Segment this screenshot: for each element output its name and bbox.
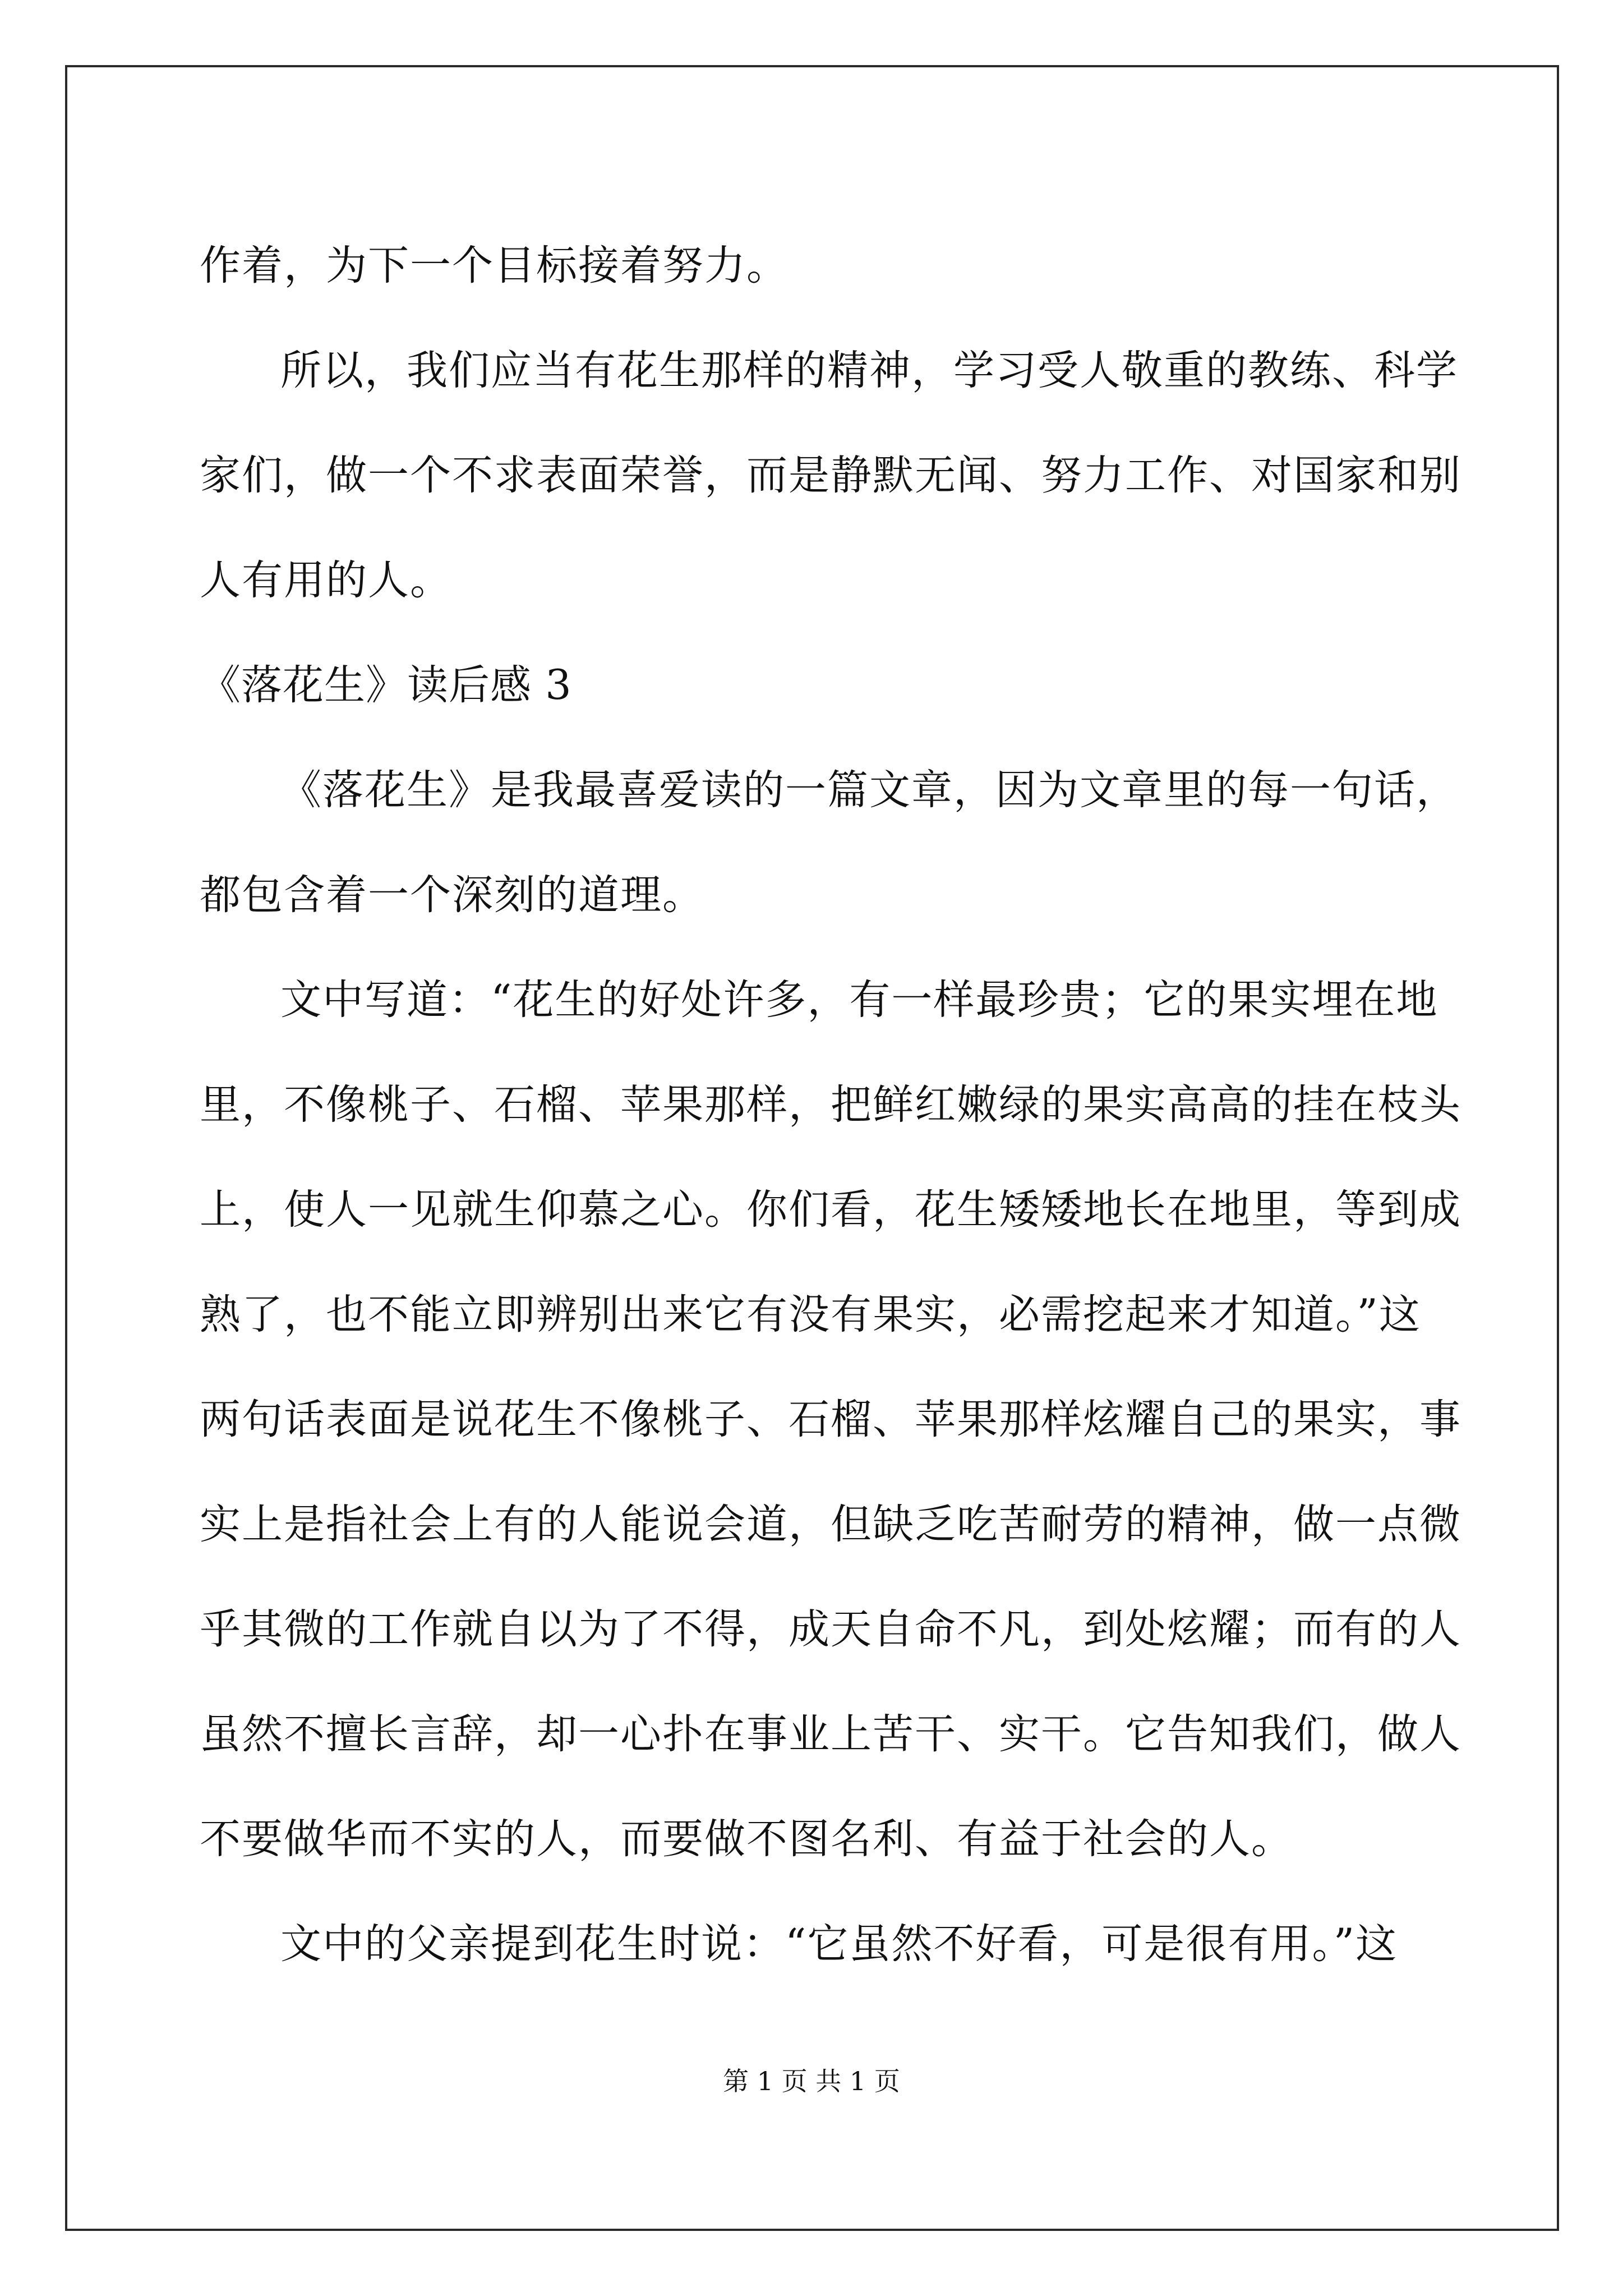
text-line: 实上是指社会上有的人能说会道，但缺乏吃苦耐劳的精神，做一点微 (200, 1501, 1461, 1548)
page-footer (0, 2064, 1623, 2098)
text-line: 文中的父亲提到花生时说：“它虽然不好看，可是很有用。”这 (280, 1920, 1398, 1968)
text-line: 里，不像桃子、石榴、苹果那样，把鲜红嫩绿的果实高高的挂在枝头 (200, 1081, 1461, 1129)
text-line: 熟了，也不能立即辨别出来它有没有果实，必需挖起来才知道。”这 (200, 1291, 1421, 1338)
text-line: 人有用的人。 (200, 556, 452, 604)
text-line: 两句话表面是说花生不像桃子、石榴、苹果那样炫耀自己的果实，事 (200, 1396, 1461, 1443)
text-line: 不要做华而不实的人，而要做不图名利、有益于社会的人。 (200, 1815, 1293, 1863)
text-line: 乎其微的工作就自以为了不得，成天自命不凡，到处炫耀；而有的人 (200, 1605, 1461, 1653)
text-line: 虽然不擅长言辞，却一心扑在事业上苦干、实干。它告知我们，做人 (200, 1710, 1461, 1758)
page-number-label: 第 1 页 共 1 页 (723, 2066, 900, 2096)
text-line: 《落花生》是我最喜爱读的一篇文章，因为文章里的每一句话， (280, 766, 1458, 814)
text-line: 都包含着一个深刻的道理。 (200, 871, 704, 919)
text-line: 作着，为下一个目标接着努力。 (200, 242, 789, 289)
text-line: 上，使人一见就生仰慕之心。你们看，花生矮矮地长在地里，等到成 (200, 1186, 1461, 1234)
document-body (200, 213, 1461, 1996)
text-line: 家们，做一个不求表面荣誉，而是静默无闻、努力工作、对国家和别 (200, 452, 1461, 499)
text-line: 文中写道：“花生的好处许多，有一样最珍贵；它的果实埋在地 (280, 976, 1438, 1024)
text-line: 所以，我们应当有花生那样的精神，学习受人敬重的教练、科学 (280, 347, 1458, 394)
section-heading: 《落花生》读后感 3 (200, 661, 572, 709)
